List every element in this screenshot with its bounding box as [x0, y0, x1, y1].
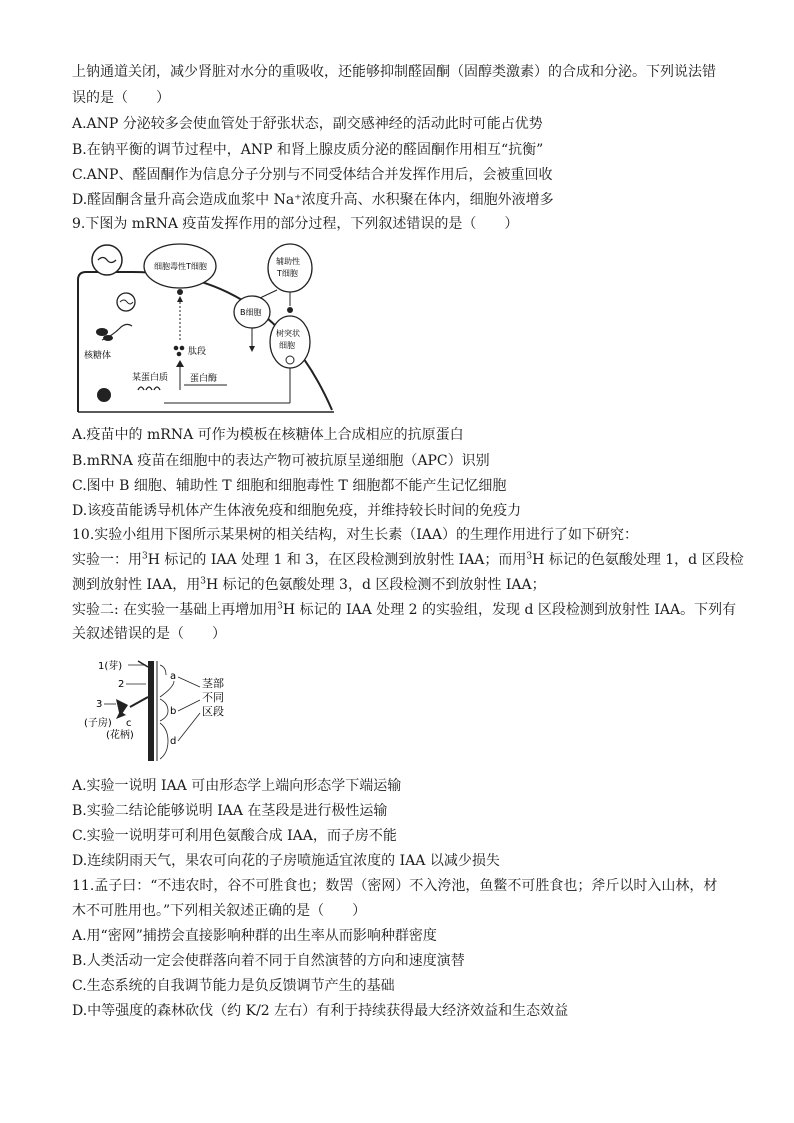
q11-option-d: D.中等强度的森林砍伐（约 K/2 左右）有利于持续获得最大经济效益和生态效益	[72, 1003, 569, 1019]
q8-stem-line-1: 上钠通道关闭，减少肾脏对水分的重吸收，还能够抑制醛固酮（固醇类激素）的合成和分泌。下列说法错	[72, 64, 716, 80]
pedicel-label: (花柄)	[106, 730, 134, 741]
stem-segment-label-3: 区段	[202, 705, 224, 718]
bcell-label: B细胞	[240, 308, 262, 317]
q11-stem-line-1: 11.孟子曰：“不违农时，谷不可胜食也；数罟（密网）不入洿池，鱼鳖不可胜食也；斧斤以时入山林，材	[72, 878, 718, 894]
segment-a-label: a	[170, 671, 177, 682]
q11-option-c: C.生态系统的自我调节能力是负反馈调节产生的基础	[72, 978, 395, 994]
peptide-label: 肽段	[188, 347, 207, 357]
q8-option-b: B.在钠平衡的调节过程中，ANP 和肾上腺皮质分泌的醛固酮作用相互“抗衡”	[72, 142, 544, 158]
q10-option-c: C.实验一说明芽可利用色氨酸合成 IAA，而子房不能	[72, 828, 397, 844]
mrna-vaccine-diagram	[72, 240, 342, 415]
dc-label-1: 树突状	[276, 329, 300, 338]
protein-label: 某蛋白质	[132, 373, 169, 383]
q10-option-b: B.实验二结论能够说明 IAA 在茎段是进行极性运输	[72, 803, 388, 819]
bud-label: 1(芽)	[98, 661, 123, 672]
q10-stem: 10.实验小组用下图所示某果树的相关结构，对生长素（IAA）的生理作用进行了如下研究：	[72, 527, 639, 543]
q8-option-a: A.ANP 分泌较多会使血管处于舒张状态，副交感神经的活动此时可能占优势	[72, 116, 543, 132]
label-3: 3	[96, 699, 103, 710]
q8-option-d: D.醛固酮含量升高会造成血浆中 Na⁺浓度升高、水积聚在体内，细胞外液增多	[72, 192, 554, 208]
q9-option-a: A.疫苗中的 mRNA 可作为模板在核糖体上合成相应的抗原蛋白	[72, 427, 464, 443]
q9-option-c: C.图中 B 细胞、辅助性 T 细胞和细胞毒性 T 细胞都不能产生记忆细胞	[72, 478, 507, 494]
q11-option-b: B.人类活动一定会使群落向着不同于自然演替的方向和速度演替	[72, 953, 465, 969]
fruit-tree-diagram	[76, 655, 266, 765]
q8-stem-line-2: 误的是（ ）	[72, 90, 170, 106]
q9-option-b: B.mRNA 疫苗在细胞中的表达产物可被抗原呈递细胞（APC）识别	[72, 453, 490, 469]
ovary-label: (子房)	[84, 718, 112, 729]
q8-option-c: C.ANP、醛固酮作为信息分子分别与不同受体结合并发挥作用后，会被重回收	[72, 167, 553, 183]
q10-exp1-line-1: 实验一：用$^3$H 标记的 IAA 处理 1 和 3，在区段检测到放射性 IAA；而用$^3$H 标记的色氨酸处理 1，d 区段检	[72, 551, 744, 568]
label-2: 2	[118, 679, 125, 690]
segment-d-label: d	[170, 736, 177, 747]
segment-b-label: b	[170, 706, 177, 717]
stem-segment-label-2: 不同	[202, 691, 224, 704]
q10-exp1-line-2: 测到放射性 IAA，用$^3$H 标记的色氨酸处理 3，d 区段检测不到放射性 IAA；	[72, 576, 546, 593]
ctl-label: 细胞毒性T细胞	[154, 262, 207, 271]
q10-option-a: A.实验一说明 IAA 可由形态学上端向形态学下端运输	[72, 778, 402, 794]
q9-option-d: D.该疫苗能诱导机体产生体液免疫和细胞免疫，并维持较长时间的免疫力	[72, 503, 522, 519]
label-c: c	[126, 718, 132, 729]
q10-exp2-line-1: 实验二: 在实验一基础上再增加用$^3$H 标记的 IAA 处理 2 的实验组，发现 d 区段检测到放射性 IAA。下列有	[72, 601, 737, 618]
q9-stem: 9.下图为 mRNA 疫苗发挥作用的部分过程，下列叙述错误的是（ ）	[72, 216, 519, 232]
q10-option-d: D.连续阴雨天气，果农可向花的子房喷施适宜浓度的 IAA 以减少损失	[72, 853, 500, 869]
q11-option-a: A.用“密网”捕捞会直接影响种群的出生率从而影响种群密度	[72, 928, 437, 944]
q10-exp2-line-2: 关叙述错误的是（ ）	[72, 626, 226, 642]
th-label-2: T细胞	[277, 269, 298, 278]
protease-label: 蛋白酶	[190, 374, 218, 384]
ribosome-label: 核糖体	[84, 351, 112, 361]
q11-stem-line-2: 木不可胜用也。”下列相关叙述正确的是（ ）	[72, 903, 367, 919]
th-label-1: 辅助性	[276, 257, 300, 266]
stem-segment-label-1: 茎部	[202, 677, 224, 690]
dc-label-2: 细胞	[279, 341, 295, 350]
